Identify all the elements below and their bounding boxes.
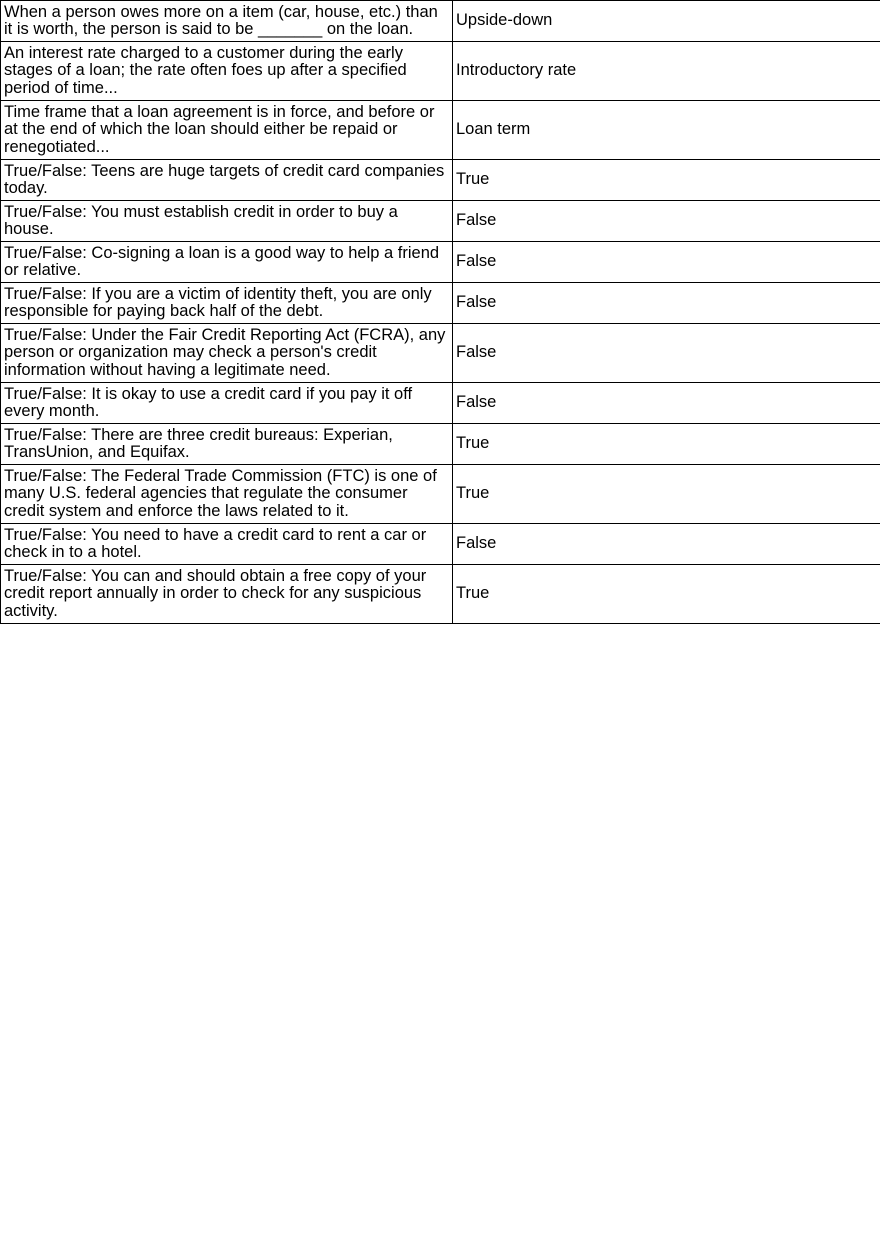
question-cell: An interest rate charged to a customer during the early stages of a loan; the rate often foes up after a specified period of time... — [1, 42, 453, 101]
answer-cell: True — [453, 160, 880, 201]
table-row — [1, 160, 880, 201]
table-row — [1, 42, 880, 101]
table-row — [1, 283, 880, 324]
table-row — [1, 324, 880, 383]
table-row — [1, 383, 880, 424]
question-cell: Time frame that a loan agreement is in force, and before or at the end of which the loan should either be repaid or renegotiated... — [1, 101, 453, 160]
answer-cell: False — [453, 283, 880, 324]
answer-cell: True — [453, 424, 880, 465]
table-row — [1, 101, 880, 160]
answer-cell: Loan term — [453, 101, 880, 160]
question-cell: True/False: There are three credit bureaus: Experian, TransUnion, and Equifax. — [1, 424, 453, 465]
answer-cell: False — [453, 324, 880, 383]
question-cell: True/False: If you are a victim of identity theft, you are only responsible for paying back half of the debt. — [1, 283, 453, 324]
answer-cell: False — [453, 201, 880, 242]
table-row — [1, 1, 880, 42]
table-row — [1, 565, 880, 624]
answer-cell: False — [453, 524, 880, 565]
question-cell: True/False: You can and should obtain a free copy of your credit report annually in order to check for any suspicious activity. — [1, 565, 453, 624]
question-cell: True/False: You must establish credit in order to buy a house. — [1, 201, 453, 242]
answer-cell: False — [453, 242, 880, 283]
table-row — [1, 524, 880, 565]
question-cell: True/False: Under the Fair Credit Reporting Act (FCRA), any person or organization may check a person's credit information without having a legitimate need. — [1, 324, 453, 383]
table-row — [1, 201, 880, 242]
answer-cell: True — [453, 465, 880, 524]
question-cell: When a person owes more on a item (car, house, etc.) than it is worth, the person is said to be _______ on the loan. — [1, 1, 453, 42]
question-cell: True/False: You need to have a credit card to rent a car or check in to a hotel. — [1, 524, 453, 565]
table-row — [1, 242, 880, 283]
question-cell: True/False: Teens are huge targets of credit card companies today. — [1, 160, 453, 201]
answer-cell: False — [453, 383, 880, 424]
answer-cell: Introductory rate — [453, 42, 880, 101]
table-row — [1, 424, 880, 465]
question-cell: True/False: Co-signing a loan is a good way to help a friend or relative. — [1, 242, 453, 283]
answer-cell: Upside-down — [453, 1, 880, 42]
answer-cell: True — [453, 565, 880, 624]
question-cell: True/False: It is okay to use a credit card if you pay it off every month. — [1, 383, 453, 424]
question-cell: True/False: The Federal Trade Commission (FTC) is one of many U.S. federal agencies that regulate the consumer credit system and enforce the laws related to it. — [1, 465, 453, 524]
table-row — [1, 465, 880, 524]
